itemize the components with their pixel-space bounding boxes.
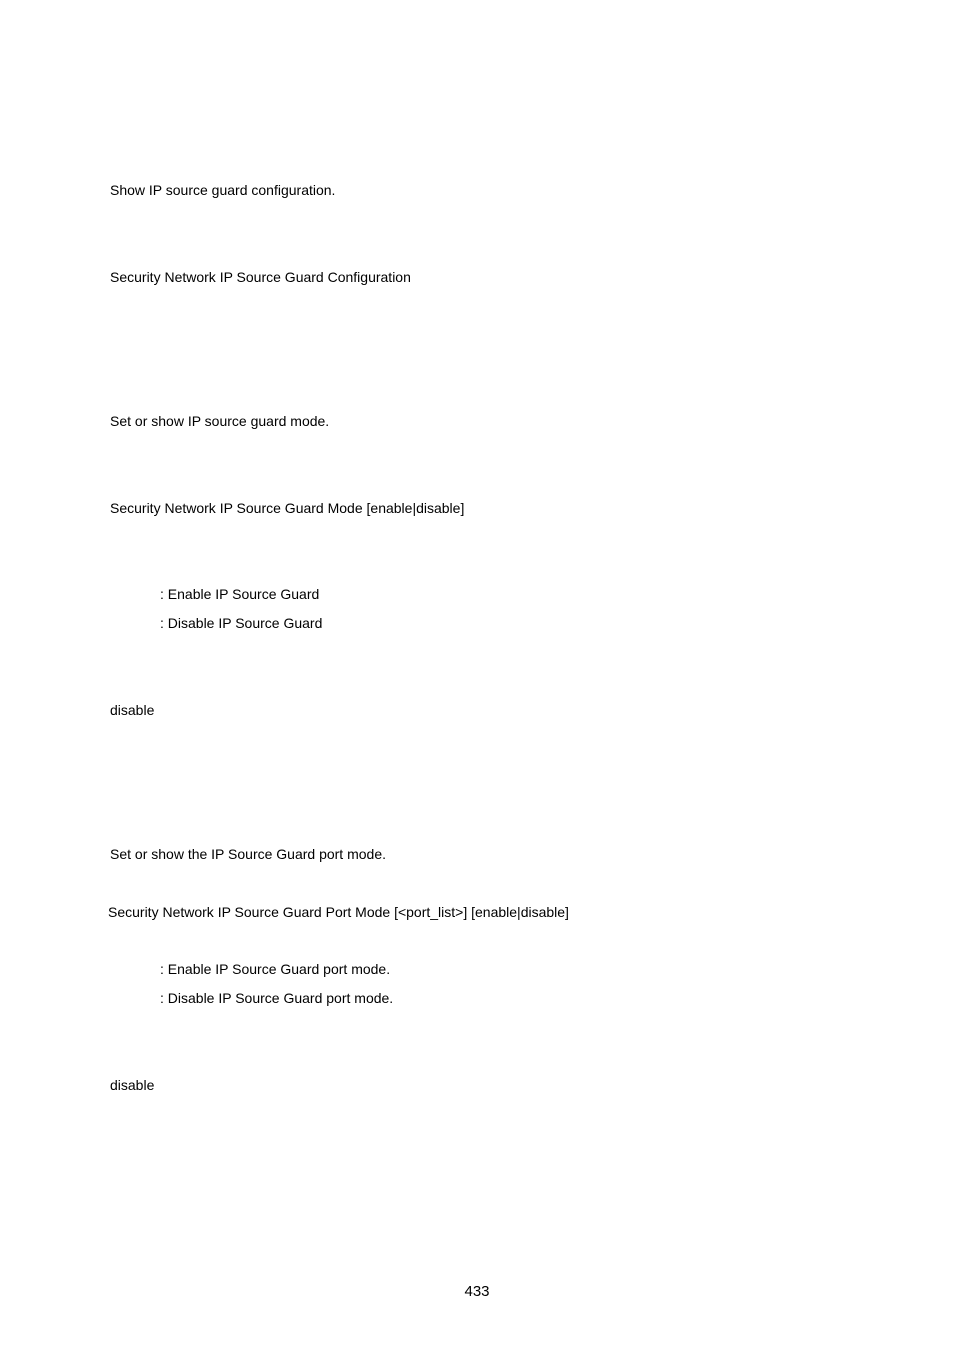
mode-syntax: Security Network IP Source Guard Mode [enable|disable]	[110, 500, 465, 516]
port-mode-description: Set or show the IP Source Guard port mode.	[110, 846, 387, 862]
page-number: 433	[464, 1283, 490, 1300]
port-mode-default: disable	[110, 1077, 155, 1093]
mode-default: disable	[110, 702, 155, 718]
port-mode-param-enable: : Enable IP Source Guard port mode.	[160, 961, 391, 977]
config-syntax: Security Network IP Source Guard Configuration	[110, 269, 411, 285]
port-mode-syntax: Security Network IP Source Guard Port Mode [<port_list>] [enable|disable]	[108, 904, 569, 920]
mode-description: Set or show IP source guard mode.	[110, 413, 330, 429]
mode-param-enable: : Enable IP Source Guard	[160, 586, 320, 602]
mode-param-disable: : Disable IP Source Guard	[160, 615, 323, 631]
config-description: Show IP source guard configuration.	[110, 182, 336, 198]
port-mode-param-disable: : Disable IP Source Guard port mode.	[160, 990, 394, 1006]
